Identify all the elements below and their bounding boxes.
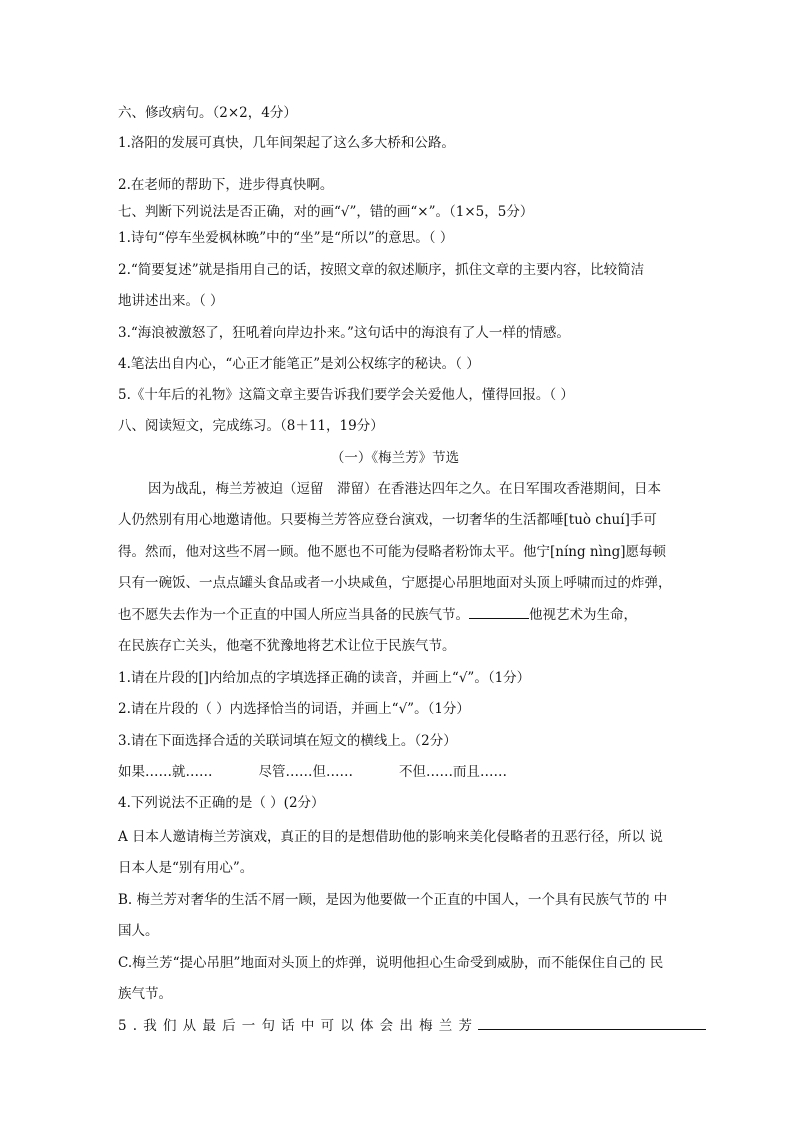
section-6-title: 六、修改病句。（2×2，4分）	[118, 105, 297, 121]
sec8-question-2: 2.请在片段的（ ）内选择恰当的词语，并画上“√”。（1分）	[118, 701, 470, 717]
choice-a-line1: A 日本人邀请梅兰芳演戏，真正的目的是想借助他的影响来美化侵略者的丑恶行径，所以 说	[118, 829, 663, 845]
sec7-question-5: 5.《十年后的礼物》这篇文章主要告诉我们要学会关爱他人，懂得回报。（ ）	[118, 387, 574, 403]
sec6-question-1: 1.洛阳的发展可真快，几年间架起了这么多大桥和公路。	[118, 135, 455, 151]
passage-line-6: 在民族存亡关头，他毫不犹豫地将艺术让位于民族气节。	[118, 638, 456, 654]
passage-line-5-part1: 也不愿失去作为一个正直的中国人所应当具备的民族气节。	[118, 607, 469, 623]
passage-title: （一）《梅兰芳》节选	[330, 450, 460, 466]
passage-line-4: 只有一碗饭、一点点罐头食品或者一小块咸鱼，宁愿提心吊胆地面对头顶上呼啸而过的炸弹，	[118, 575, 672, 591]
passage-line-5	[118, 606, 672, 624]
choice-c-line2: 族气节。	[118, 986, 172, 1002]
sec8-question-3: 3.请在下面选择合适的关联词填在短文的横线上。（2分）	[118, 733, 457, 749]
conjunction-options	[118, 763, 672, 781]
answer-blank[interactable]	[478, 1017, 706, 1030]
choice-b-line1: B. 梅兰芳对奢华的生活不屑一顾，是因为他要做一个正直的中国人，一个具有民族气节的 中	[118, 892, 668, 908]
sec8-question-1: 1.请在片段的[]内给加点的字填选择正确的读音，并画上“√”。（1分）	[118, 670, 531, 686]
sec7-question-1: 1.诗句“停车坐爱枫林晚”中的“坐”是“所以”的意思。（ ）	[118, 230, 454, 246]
choice-a-line2: 日本人是“别有用心”。	[118, 860, 254, 876]
sec7-question-2-line2: 地讲述出来。（ ）	[118, 293, 224, 309]
option-2: 尽管……但……	[258, 764, 353, 780]
section-8-title: 八、阅读短文，完成练习。（8＋11，19分）	[118, 418, 384, 434]
sec8-question-5-text: 5.我们从最后一句话中可以体会出梅兰芳	[118, 1018, 479, 1034]
passage-line-2: 人仍然别有用心地邀请他。只要梅兰芳答应登台演戏，一切奢华的生活都唾[tuò chuí]手可	[118, 512, 657, 528]
passage-line-3: 得。然而，他对这些不屑一顾。他不愿也不可能为侵略者粉饰太平。他宁[níng nìng]愿每顿	[118, 544, 667, 560]
option-3: 不但……而且……	[399, 764, 507, 780]
choice-c-line1: C.梅兰芳“提心吊胆”地面对头顶上的炸弹，说明他担心生命受到威胁，而不能保住自己的 民	[118, 955, 664, 971]
sec7-question-3: 3.“海浪被激怒了，狂吼着向岸边扑来。”这句话中的海浪有了人一样的情感。	[118, 325, 570, 341]
passage-line-1: 因为战乱，梅兰芳被迫（逗留 滞留）在香港达四年之久。在日军围攻香港期间，日本	[148, 481, 661, 497]
section-7-title: 七、判断下列说法是否正确，对的画“√”，错的画“×”。（1×5，5分）	[118, 204, 534, 220]
sec7-question-2-line1: 2.“简要复述”就是指用自己的话，按照文章的叙述顺序，抓住文章的主要内容，比较简洁	[118, 262, 645, 278]
sec7-question-4: 4.笔法出自内心，“心正才能笔正”是刘公权练字的秘诀。（ ）	[118, 356, 480, 372]
option-1: 如果……就……	[118, 764, 213, 780]
sec8-question-4: 4.下列说法不正确的是（ ）(2分）	[118, 795, 325, 811]
sec6-question-2: 2.在老师的帮助下，进步得真快啊。	[118, 177, 334, 193]
sec8-question-5	[118, 1017, 672, 1035]
choice-b-line2: 国人。	[118, 923, 159, 939]
conjunction-blank[interactable]	[469, 606, 529, 619]
passage-line-5-part2: 他视艺术为生命，	[529, 607, 637, 623]
